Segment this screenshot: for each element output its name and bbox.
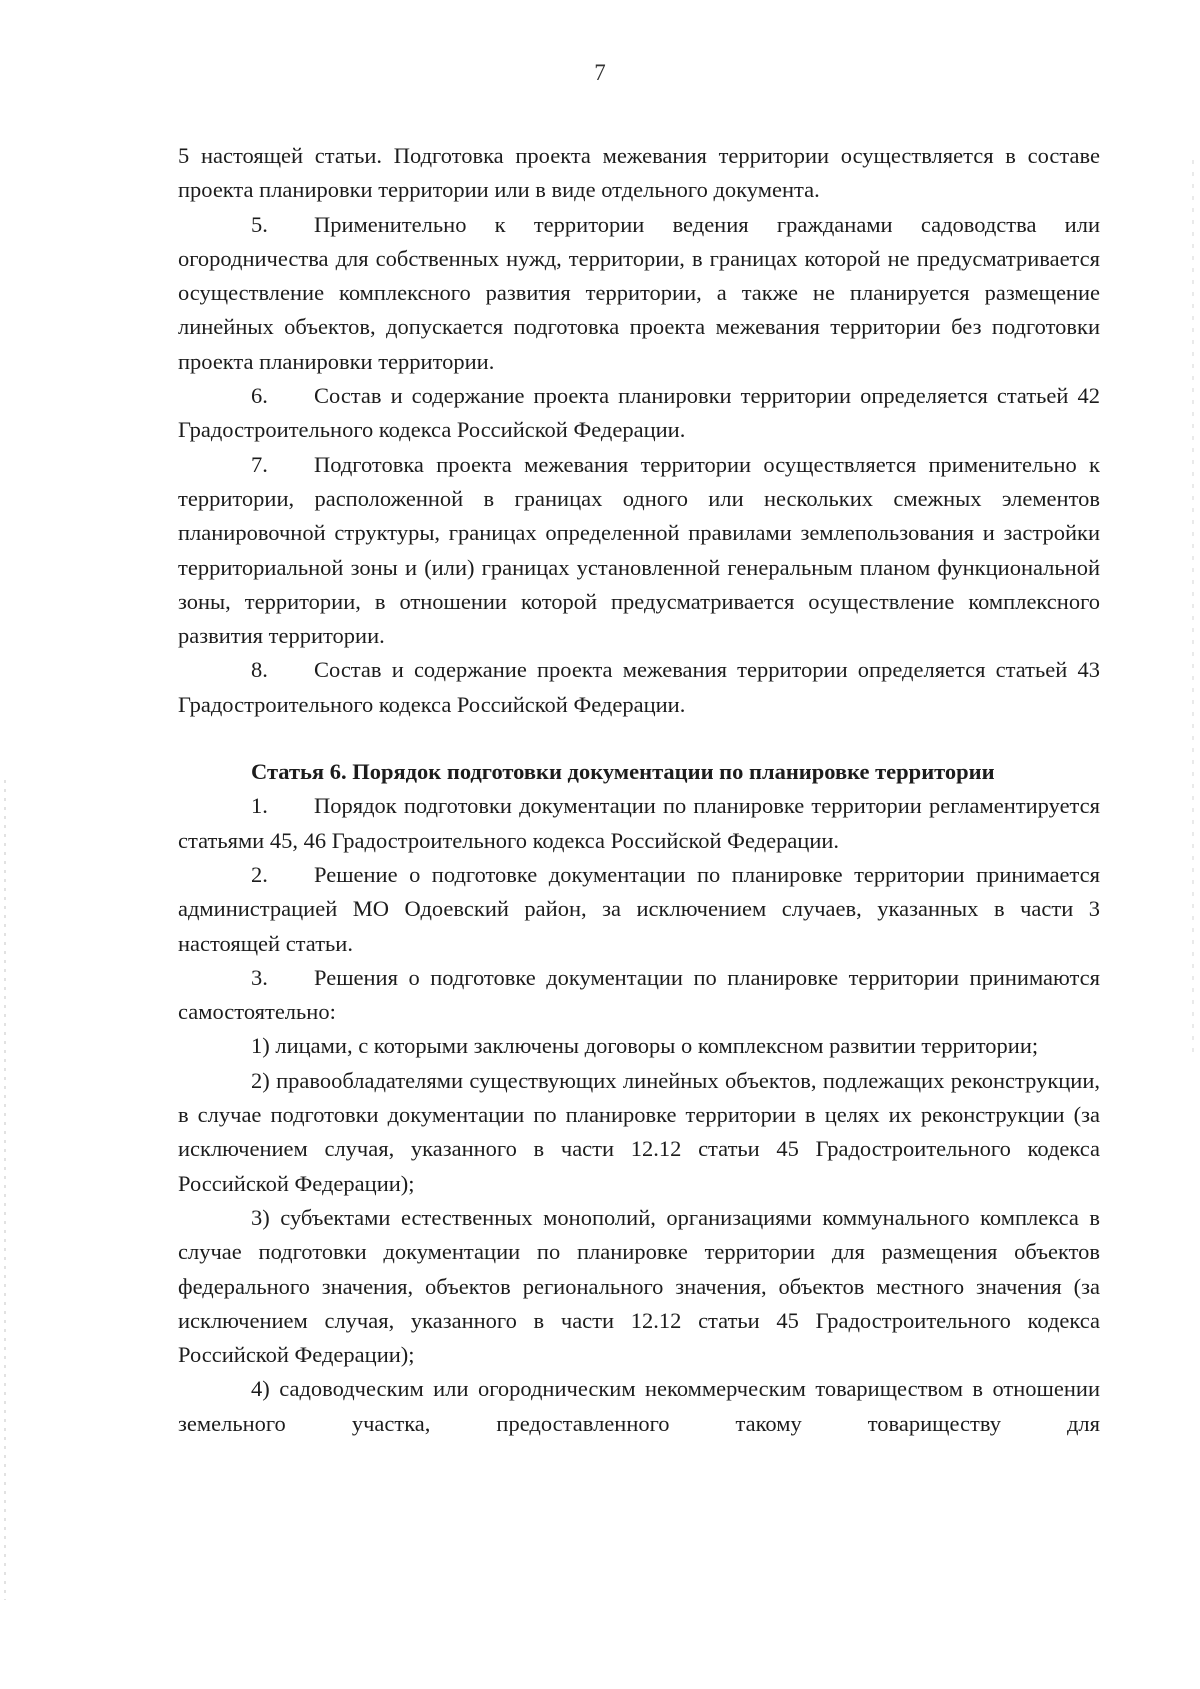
item-number: 6. [251,383,268,409]
item-text: Решения о подготовке документации по планировке территории принимаются самостоятельно: [178,964,1100,1025]
item-number: 7. [251,451,268,477]
item-number: 3. [251,964,268,990]
paragraph-item-5 [178,208,1100,379]
item-text: Состав и содержание проекта планировки территории определяется статьей 42 Градостроительного кодекса Российской Федерации. [178,383,1100,443]
item-number: 5. [251,211,268,237]
paragraph-item-6 [178,379,1100,448]
document-body [178,139,1100,1441]
paragraph-continuation: 5 настоящей статьи. Подготовка проекта межевания территории осуществляется в составе проекта планировки территории или в виде отдельного документа. [178,143,1100,203]
item-text: Подготовка проекта межевания территории осуществляется применительно к территории, расположенной в границах одного или нескольких смежных элементов планировочной структуры, границах определенной правилами землепользования и застройки территориальной зоны и (или) границах установленной генеральным планом функциональной зоны, территории, в отношении которой предусматривается осуществление комплексного развития территории. [178,451,1100,649]
scan-edge-artifact [4,780,6,1600]
item-number: 2. [251,861,268,887]
subitem-4: 4) садоводческим или огородническим некоммерческим товариществом в отношении земельного участка, предоставленного такому товариществу для [178,1376,1100,1436]
paragraph-article6-item-2 [178,858,1100,961]
item-number: 1. [251,793,268,819]
item-text: Состав и содержание проекта межевания территории определяется статьей 43 Градостроительного кодекса Российской Федерации. [178,657,1100,717]
subitem-1: 1) лицами, с которыми заключены договоры о комплексном развитии территории; [251,1033,1039,1059]
scan-edge-artifact-right [1192,160,1194,1060]
subitem-3: 3) субъектами естественных монополий, организациями коммунального комплекса в случае подготовки документации по планировке территории для размещения объектов федерального значения, объектов регионального значения, объектов местного значения (за исключением случая, указанного в части 12.12 статьи 45 Градостроительного кодекса Российской Федерации); [178,1204,1100,1368]
item-text: Порядок подготовки документации по планировке территории регламентируется статьями 45, 46 Градостроительного кодекса Российской Федерации. [178,793,1100,853]
paragraph-article6-item-3 [178,961,1100,1030]
paragraph-item-8 [178,653,1100,722]
item-text: Решение о подготовке документации по планировке территории принимается администрацией МО Одоевский район, за исключением случаев, указанных в части 3 настоящей статьи. [178,861,1100,956]
item-text: Применительно к территории ведения гражданами садоводства или огородничества для собственных нужд, территории, в границах которой не предусматривается осуществление комплексного развития территории, а также не планируется размещение линейных объектов, допускается подготовка проекта межевания территории без подготовки проекта планировки территории. [178,211,1100,374]
paragraph-item-7 [178,448,1100,654]
article-heading: Статья 6. Порядок подготовки документации по планировке территории [251,759,995,785]
paragraph-article6-item-1 [178,789,1100,858]
item-number: 8. [251,657,268,683]
subitem-2: 2) правообладателями существующих линейных объектов, подлежащих реконструкции, в случае подготовки документации по планировке территории в целях их реконструкции (за исключением случая, указанного в части 12.12 статьи 45 Градостроительного кодекса Российской Федерации); [178,1067,1100,1196]
page-number: 7 [594,60,606,85]
